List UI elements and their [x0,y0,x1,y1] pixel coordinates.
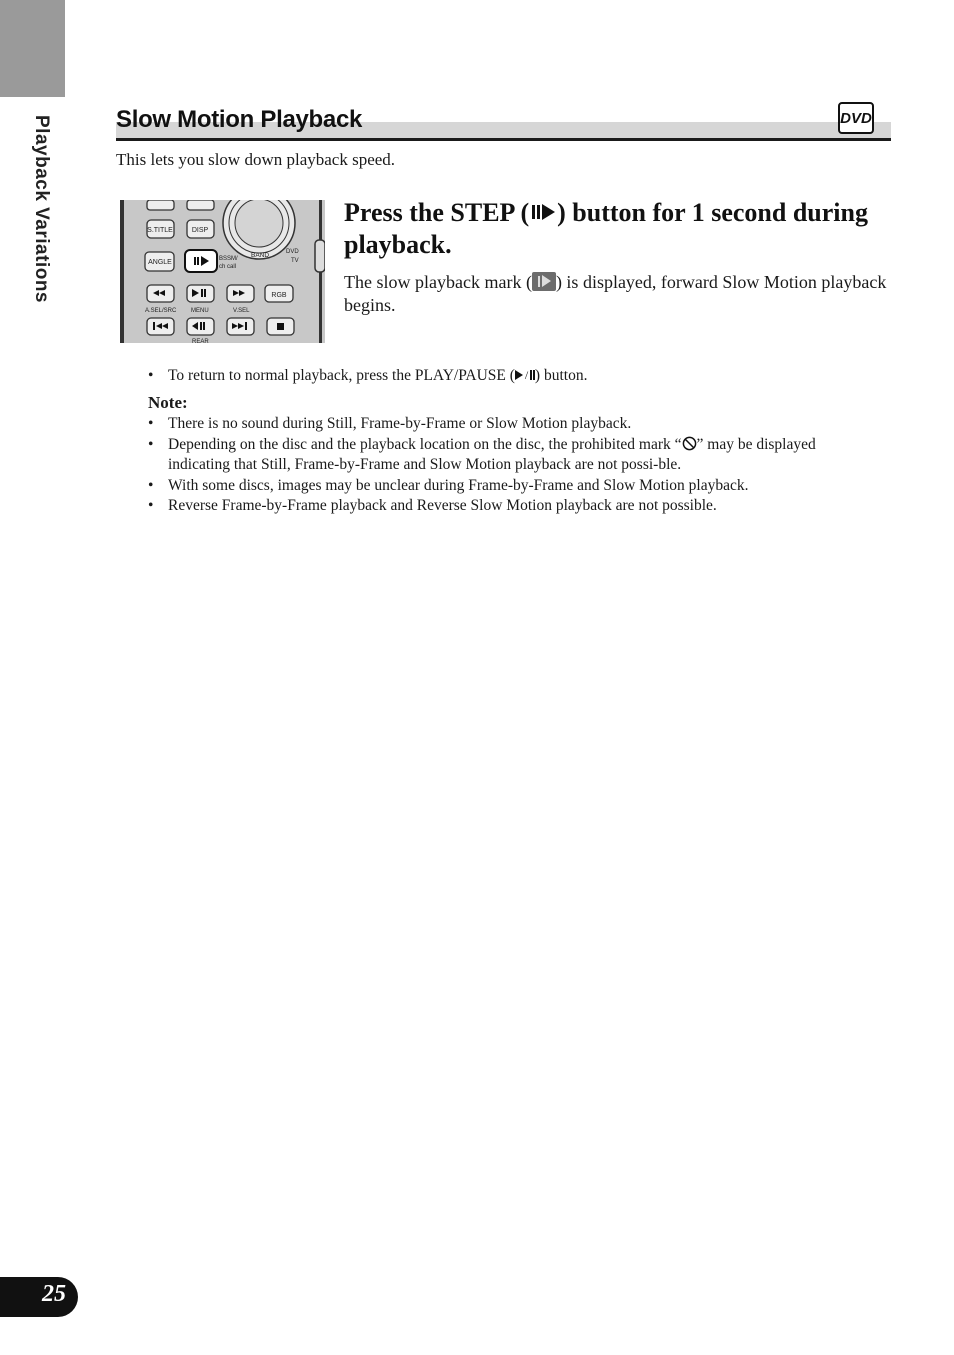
remote-label-stitle: S.TITLE [147,227,173,234]
page-number-badge [0,1277,78,1317]
remote-label-vsel: V.SEL [233,308,250,314]
remote-label-dvd: DVD [286,249,299,255]
side-section-label: Playback Variations [31,115,52,303]
note-item: • There is no sound during Still, Frame-by-Frame or Slow Motion playback. [148,414,868,435]
remote-label-bssm: BSSM/ [219,256,238,262]
remote-control-illustration [120,200,325,343]
step-description: The slow playback mark ( ) is displayed, forward Slow Motion playback begins. [344,272,887,315]
remote-label-tv: TV [291,258,299,264]
page-number: 25 [42,1281,66,1307]
note-item: • With some discs, images may be unclear during Frame-by-Frame and Slow Motion playback. [148,476,868,497]
play-pause-icon: / [515,369,535,381]
remote-label-asel: A.SEL/SRC [145,308,177,314]
remote-label-angle: ANGLE [148,259,172,266]
note-item: • Reverse Frame-by-Frame playback and Reverse Slow Motion playback are not possible. [148,496,868,517]
remote-label-menu: MENU [191,308,209,314]
step-button-icon [529,202,557,222]
note-item: • Depending on the disc and the playback location on the disc, the prohibited mark “ ” may be displayed indicating that Still, Frame-by-Frame and Slow Motion playback are not possi-ble. [148,435,868,476]
dvd-badge-icon: DVD [838,102,874,134]
slow-playback-mark-icon [532,272,556,291]
remote-label-disp: DISP [191,227,209,234]
remote-label-chcall: ch call [219,264,237,270]
note-title: Note: [148,393,188,412]
remote-label-rgb: RGB [271,292,287,299]
note-list [148,414,868,517]
remote-label-band: BAND [251,252,270,259]
tip-list [148,366,868,387]
tip-item: • To return to normal playback, press the PLAY/PAUSE ( / ) button. [148,366,868,387]
prohibited-mark-icon [682,436,697,451]
section-title: Slow Motion Playback [116,106,363,133]
remote-label-rear: REAR [192,339,209,343]
side-tab-block [0,0,65,97]
step-heading: Press the STEP ( ) button for 1 second during playback. [344,198,868,259]
intro-text: This lets you slow down playback speed. [116,150,396,169]
